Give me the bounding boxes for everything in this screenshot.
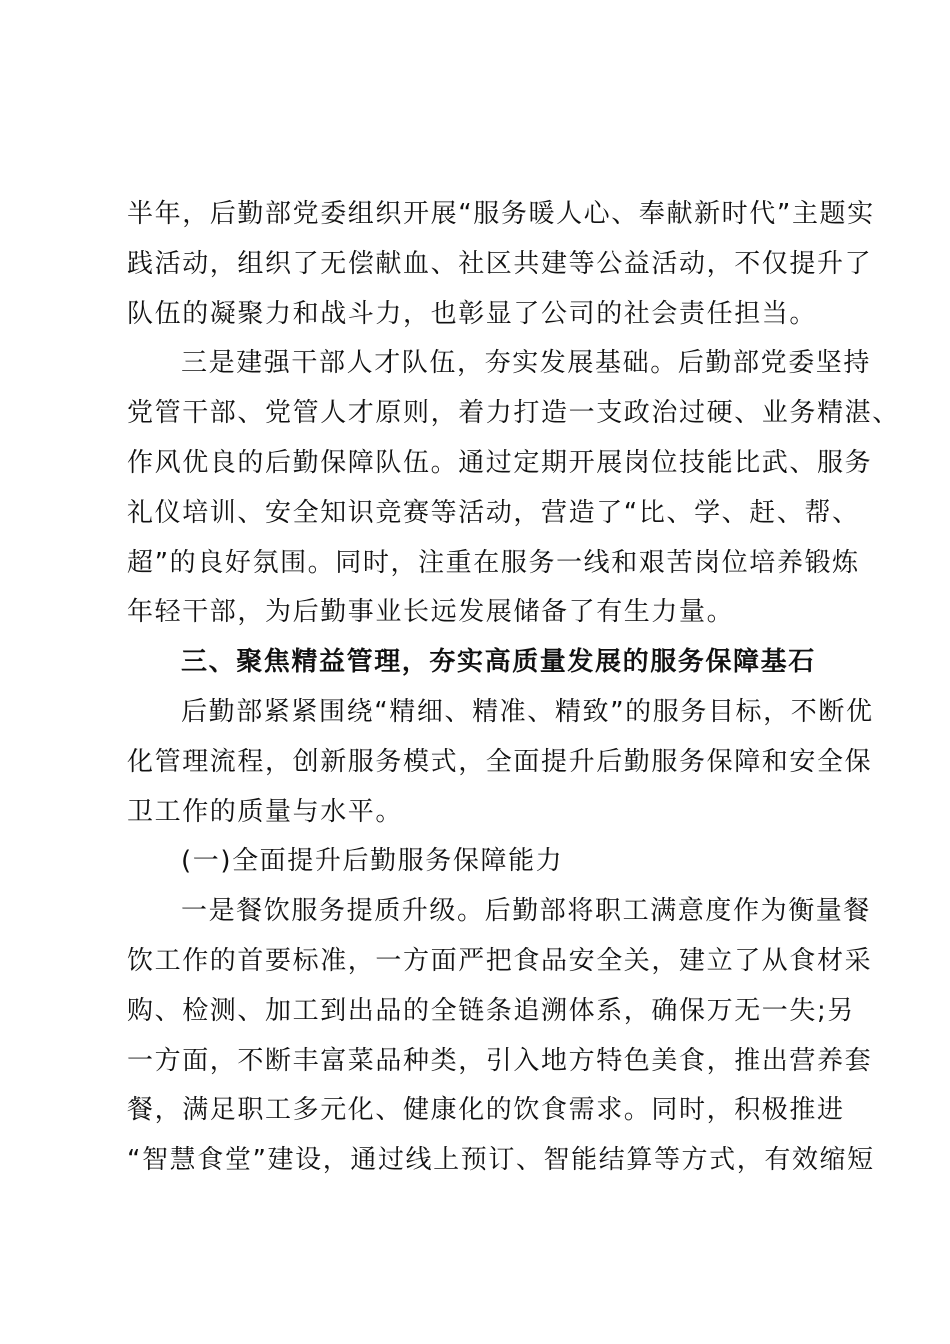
paragraph-line: 作风优良的后勤保障队伍。通过定期开展岗位技能比武、服务 [127,448,873,478]
paragraph-line: 践活动，组织了无偿献血、社区共建等公益活动，不仅提升了 [127,248,873,279]
paragraph-line: 礼仪培训、安全知识竞赛等活动，营造了“比、学、赶、帮、 [127,497,860,528]
paragraph-line: 卫工作的质量与水平。 [127,796,404,827]
paragraph-line: 三是建强干部人才队伍，夯实发展基础。后勤部党委坚持 [181,348,872,379]
paragraph-line: 一是餐饮服务提质升级。后勤部将职工满意度作为衡量餐 [181,896,872,927]
paragraph-line: “智慧食堂”建设，通过线上预订、智能结算等方式，有效缩短 [127,1145,875,1176]
paragraph-line: 年轻干部，为后勤事业长远发展储备了有生力量。 [127,597,735,628]
paragraph-line: 半年，后勤部党委组织开展“服务暖人心、奉献新时代”主题实 [127,199,875,229]
paragraph-line: 队伍的凝聚力和战斗力，也彰显了公司的社会责任担当。 [127,298,818,329]
paragraph-line: 化管理流程，创新服务模式，全面提升后勤服务保障和安全保 [127,746,873,777]
paragraph-line: 一方面，不断丰富菜品种类，引入地方特色美食，推出营养套 [127,1045,873,1076]
section-heading: 三、聚焦精益管理，夯实高质量发展的服务保障基石 [181,647,816,678]
paragraph-line: 餐，满足职工多元化、健康化的饮食需求。同时，积极推进 [127,1095,845,1126]
paragraph-line: 购、检测、加工到出品的全链条追溯体系，确保万无一失;另 [127,995,855,1026]
paragraph-line: 超”的良好氛围。同时，注重在服务一线和艰苦岗位培养锻炼 [127,547,860,578]
paragraph-line: 饮工作的首要标准，一方面严把食品安全关，建立了从食材采 [127,946,873,976]
paragraph-line: 后勤部紧紧围绕“精细、精准、精致”的服务目标，不断优 [181,697,874,727]
paragraph-line: 党管干部、党管人才原则，着力打造一支政治过硬、业务精湛、 [127,398,900,429]
paragraph-line: (一)全面提升后勤服务保障能力 [181,846,564,877]
